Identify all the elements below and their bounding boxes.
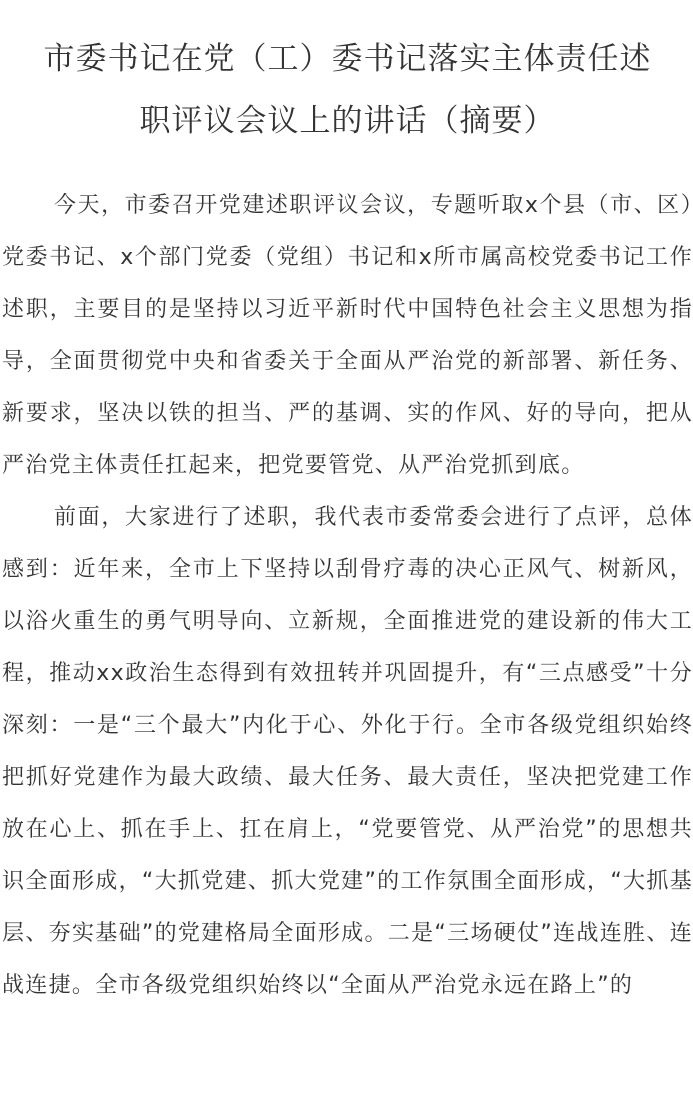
article-title [2, 28, 693, 152]
article-title-line-1: 市委书记在党（工）委书记落实主体责任述 [43, 41, 652, 77]
article-title-line-2: 职评议会议上的讲话（摘要） [139, 103, 556, 139]
paragraph-1: 今天，市委召开党建述职评议会议，专题听取x个县（市、区）党委书记、x个部门党委（党组）书记和x所市属高校党委书记工作述职，主要目的是坚持以习近平新时代中国特色社会主义思想为指导，全面贯彻党中央和省委关于全面从严治党的新部署、新任务、新要求，坚决以铁的担当、严的基调、实的作风、好的导向，把从严治党主体责任扛起来，把党要管党、从严治党抓到底。 [2, 193, 693, 478]
article-body [2, 180, 693, 1012]
paragraph-2: 前面，大家进行了述职，我代表市委常委会进行了点评，总体感到：近年来，全市上下坚持以刮骨疗毒的决心正风气、树新风，以浴火重生的勇气明导向、立新规，全面推进党的建设新的伟大工程，推动xx政治生态得到有效扭转并巩固提升，有“三点感受”十分深刻：一是“三个最大”内化于心、外化于行。全市各级党组织始终把抓好党建作为最大政绩、最大任务、最大责任，坚决把党建工作放在心上、抓在手上、扛在肩上，“党要管党、从严治党”的思想共识全面形成，“大抓党建、抓大党建”的工作氛围全面形成，“大抓基层、夯实基础”的党建格局全面形成。二是“三场硬仗”连战连胜、连战连捷。全市各级党组织始终以“全面从严治党永远在路上”的 [2, 505, 693, 998]
